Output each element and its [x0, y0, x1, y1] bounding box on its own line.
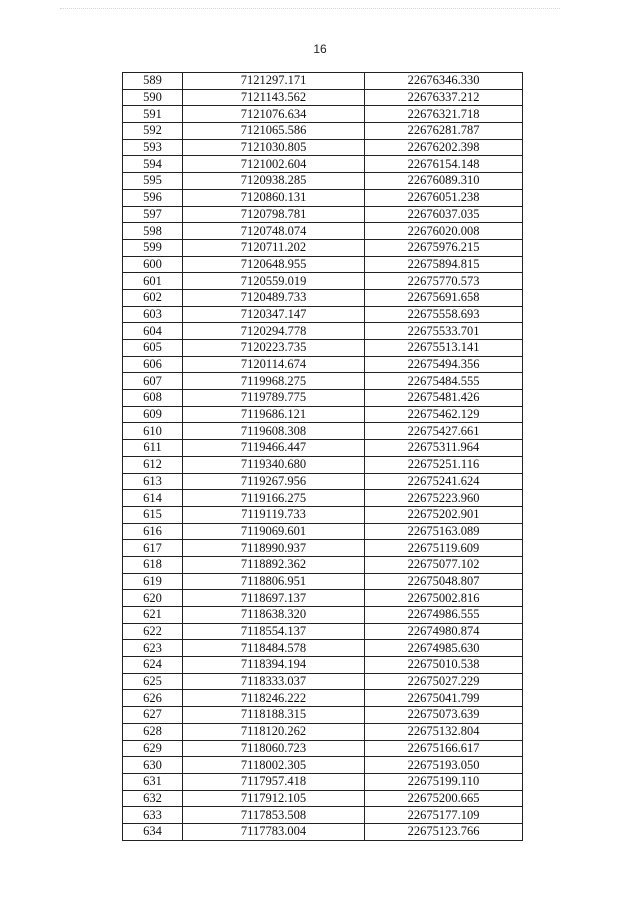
table-row — [123, 156, 523, 173]
x-coordinate-cell: 7119968.275 — [183, 373, 365, 390]
x-coordinate-cell: 7120294.778 — [183, 323, 365, 340]
x-coordinate-cell: 7118060.723 — [183, 740, 365, 757]
table-row — [123, 440, 523, 457]
x-coordinate-cell: 7120489.733 — [183, 289, 365, 306]
table-row — [123, 456, 523, 473]
point-number-cell: 634 — [123, 823, 183, 840]
y-coordinate-cell: 22675558.693 — [365, 306, 523, 323]
table-row — [123, 657, 523, 674]
x-coordinate-cell: 7120860.131 — [183, 189, 365, 206]
table-row — [123, 206, 523, 223]
y-coordinate-cell: 22675484.555 — [365, 373, 523, 390]
x-coordinate-cell: 7119340.680 — [183, 456, 365, 473]
y-coordinate-cell: 22675894.815 — [365, 256, 523, 273]
point-number-cell: 624 — [123, 657, 183, 674]
point-number-cell: 593 — [123, 139, 183, 156]
point-number-cell: 618 — [123, 556, 183, 573]
table-row — [123, 740, 523, 757]
table-row — [123, 340, 523, 357]
point-number-cell: 612 — [123, 456, 183, 473]
table-row — [123, 690, 523, 707]
point-number-cell: 615 — [123, 506, 183, 523]
table-row — [123, 673, 523, 690]
point-number-cell: 595 — [123, 173, 183, 190]
y-coordinate-cell: 22675193.050 — [365, 757, 523, 774]
table-row — [123, 256, 523, 273]
y-coordinate-cell: 22675513.141 — [365, 340, 523, 357]
x-coordinate-cell: 7118246.222 — [183, 690, 365, 707]
point-number-cell: 591 — [123, 106, 183, 123]
x-coordinate-cell: 7119267.956 — [183, 473, 365, 490]
point-number-cell: 598 — [123, 223, 183, 240]
table-row — [123, 523, 523, 540]
table-row — [123, 423, 523, 440]
table-row — [123, 790, 523, 807]
x-coordinate-cell: 7118188.315 — [183, 707, 365, 724]
table-row — [123, 623, 523, 640]
table-row — [123, 106, 523, 123]
table-row — [123, 473, 523, 490]
y-coordinate-cell: 22675010.538 — [365, 657, 523, 674]
table-row — [123, 390, 523, 407]
x-coordinate-cell: 7118806.951 — [183, 573, 365, 590]
y-coordinate-cell: 22676321.718 — [365, 106, 523, 123]
y-coordinate-cell: 22675494.356 — [365, 356, 523, 373]
y-coordinate-cell: 22676202.398 — [365, 139, 523, 156]
x-coordinate-cell: 7118892.362 — [183, 556, 365, 573]
y-coordinate-cell: 22675077.102 — [365, 556, 523, 573]
point-number-cell: 607 — [123, 373, 183, 390]
x-coordinate-cell: 7119069.601 — [183, 523, 365, 540]
x-coordinate-cell: 7118394.194 — [183, 657, 365, 674]
point-number-cell: 621 — [123, 607, 183, 624]
point-number-cell: 616 — [123, 523, 183, 540]
x-coordinate-cell: 7119789.775 — [183, 390, 365, 407]
table-row — [123, 173, 523, 190]
page-number: 16 — [313, 42, 327, 56]
point-number-cell: 602 — [123, 289, 183, 306]
point-number-cell: 620 — [123, 590, 183, 607]
y-coordinate-cell: 22675119.609 — [365, 540, 523, 557]
table-row — [123, 807, 523, 824]
y-coordinate-cell: 22675691.658 — [365, 289, 523, 306]
table-row — [123, 773, 523, 790]
x-coordinate-cell: 7121002.604 — [183, 156, 365, 173]
x-coordinate-cell: 7119686.121 — [183, 406, 365, 423]
y-coordinate-cell: 22675123.766 — [365, 823, 523, 840]
y-coordinate-cell: 22675132.804 — [365, 723, 523, 740]
table-row — [123, 139, 523, 156]
point-number-cell: 622 — [123, 623, 183, 640]
point-number-cell: 599 — [123, 239, 183, 256]
x-coordinate-cell: 7119466.447 — [183, 440, 365, 457]
scan-artifact — [60, 8, 560, 11]
y-coordinate-cell: 22675048.807 — [365, 573, 523, 590]
x-coordinate-cell: 7121143.562 — [183, 89, 365, 106]
x-coordinate-cell: 7119119.733 — [183, 506, 365, 523]
x-coordinate-cell: 7121065.586 — [183, 123, 365, 140]
x-coordinate-cell: 7120114.674 — [183, 356, 365, 373]
x-coordinate-cell: 7119608.308 — [183, 423, 365, 440]
y-coordinate-cell: 22675166.617 — [365, 740, 523, 757]
x-coordinate-cell: 7120798.781 — [183, 206, 365, 223]
y-coordinate-cell: 22676346.330 — [365, 73, 523, 90]
table-row — [123, 289, 523, 306]
table-row — [123, 406, 523, 423]
table-row — [123, 823, 523, 840]
x-coordinate-cell: 7117853.508 — [183, 807, 365, 824]
table-row — [123, 373, 523, 390]
table-row — [123, 189, 523, 206]
x-coordinate-cell: 7117912.105 — [183, 790, 365, 807]
point-number-cell: 614 — [123, 490, 183, 507]
x-coordinate-cell: 7118120.262 — [183, 723, 365, 740]
point-number-cell: 628 — [123, 723, 183, 740]
x-coordinate-cell: 7118697.137 — [183, 590, 365, 607]
x-coordinate-cell: 7118484.578 — [183, 640, 365, 657]
table-row — [123, 640, 523, 657]
y-coordinate-cell: 22675976.215 — [365, 239, 523, 256]
coordinates-table-body — [123, 73, 523, 841]
x-coordinate-cell: 7120559.019 — [183, 273, 365, 290]
point-number-cell: 633 — [123, 807, 183, 824]
point-number-cell: 613 — [123, 473, 183, 490]
y-coordinate-cell: 22675223.960 — [365, 490, 523, 507]
table-row — [123, 356, 523, 373]
point-number-cell: 619 — [123, 573, 183, 590]
y-coordinate-cell: 22675462.129 — [365, 406, 523, 423]
y-coordinate-cell: 22674986.555 — [365, 607, 523, 624]
x-coordinate-cell: 7120223.735 — [183, 340, 365, 357]
y-coordinate-cell: 22675533.701 — [365, 323, 523, 340]
point-number-cell: 603 — [123, 306, 183, 323]
table-row — [123, 506, 523, 523]
point-number-cell: 601 — [123, 273, 183, 290]
x-coordinate-cell: 7120648.955 — [183, 256, 365, 273]
y-coordinate-cell: 22675200.665 — [365, 790, 523, 807]
y-coordinate-cell: 22675427.661 — [365, 423, 523, 440]
table-row — [123, 323, 523, 340]
y-coordinate-cell: 22675202.901 — [365, 506, 523, 523]
table-row — [123, 123, 523, 140]
table-row — [123, 573, 523, 590]
y-coordinate-cell: 22675241.624 — [365, 473, 523, 490]
y-coordinate-cell: 22675311.964 — [365, 440, 523, 457]
y-coordinate-cell: 22675177.109 — [365, 807, 523, 824]
coordinates-table — [122, 72, 523, 841]
point-number-cell: 608 — [123, 390, 183, 407]
y-coordinate-cell: 22675041.799 — [365, 690, 523, 707]
y-coordinate-cell: 22676337.212 — [365, 89, 523, 106]
y-coordinate-cell: 22674985.630 — [365, 640, 523, 657]
y-coordinate-cell: 22675163.089 — [365, 523, 523, 540]
y-coordinate-cell: 22676089.310 — [365, 173, 523, 190]
point-number-cell: 623 — [123, 640, 183, 657]
point-number-cell: 631 — [123, 773, 183, 790]
point-number-cell: 626 — [123, 690, 183, 707]
x-coordinate-cell: 7118638.320 — [183, 607, 365, 624]
point-number-cell: 625 — [123, 673, 183, 690]
table-row — [123, 540, 523, 557]
point-number-cell: 627 — [123, 707, 183, 724]
table-row — [123, 490, 523, 507]
table-row — [123, 89, 523, 106]
point-number-cell: 611 — [123, 440, 183, 457]
point-number-cell: 592 — [123, 123, 183, 140]
table-row — [123, 273, 523, 290]
x-coordinate-cell: 7120938.285 — [183, 173, 365, 190]
y-coordinate-cell: 22676154.148 — [365, 156, 523, 173]
x-coordinate-cell: 7120711.202 — [183, 239, 365, 256]
x-coordinate-cell: 7118554.137 — [183, 623, 365, 640]
table-row — [123, 239, 523, 256]
y-coordinate-cell: 22676281.787 — [365, 123, 523, 140]
point-number-cell: 630 — [123, 757, 183, 774]
y-coordinate-cell: 22675481.426 — [365, 390, 523, 407]
point-number-cell: 600 — [123, 256, 183, 273]
table-row — [123, 757, 523, 774]
point-number-cell: 596 — [123, 189, 183, 206]
y-coordinate-cell: 22675027.229 — [365, 673, 523, 690]
table-row — [123, 607, 523, 624]
x-coordinate-cell: 7121076.634 — [183, 106, 365, 123]
y-coordinate-cell: 22676051.238 — [365, 189, 523, 206]
x-coordinate-cell: 7118333.037 — [183, 673, 365, 690]
point-number-cell: 590 — [123, 89, 183, 106]
point-number-cell: 609 — [123, 406, 183, 423]
point-number-cell: 605 — [123, 340, 183, 357]
y-coordinate-cell: 22675770.573 — [365, 273, 523, 290]
table-row — [123, 556, 523, 573]
table-row — [123, 223, 523, 240]
y-coordinate-cell: 22675199.110 — [365, 773, 523, 790]
table-row — [123, 73, 523, 90]
point-number-cell: 604 — [123, 323, 183, 340]
y-coordinate-cell: 22675002.816 — [365, 590, 523, 607]
x-coordinate-cell: 7121030.805 — [183, 139, 365, 156]
x-coordinate-cell: 7117957.418 — [183, 773, 365, 790]
point-number-cell: 589 — [123, 73, 183, 90]
point-number-cell: 597 — [123, 206, 183, 223]
table-row — [123, 590, 523, 607]
point-number-cell: 610 — [123, 423, 183, 440]
x-coordinate-cell: 7118990.937 — [183, 540, 365, 557]
point-number-cell: 606 — [123, 356, 183, 373]
x-coordinate-cell: 7120748.074 — [183, 223, 365, 240]
x-coordinate-cell: 7120347.147 — [183, 306, 365, 323]
y-coordinate-cell: 22675251.116 — [365, 456, 523, 473]
point-number-cell: 629 — [123, 740, 183, 757]
point-number-cell: 617 — [123, 540, 183, 557]
table-row — [123, 707, 523, 724]
table-row — [123, 306, 523, 323]
point-number-cell: 632 — [123, 790, 183, 807]
x-coordinate-cell: 7117783.004 — [183, 823, 365, 840]
y-coordinate-cell: 22676020.008 — [365, 223, 523, 240]
y-coordinate-cell: 22676037.035 — [365, 206, 523, 223]
point-number-cell: 594 — [123, 156, 183, 173]
y-coordinate-cell: 22675073.639 — [365, 707, 523, 724]
table-row — [123, 723, 523, 740]
x-coordinate-cell: 7119166.275 — [183, 490, 365, 507]
y-coordinate-cell: 22674980.874 — [365, 623, 523, 640]
x-coordinate-cell: 7121297.171 — [183, 73, 365, 90]
x-coordinate-cell: 7118002.305 — [183, 757, 365, 774]
